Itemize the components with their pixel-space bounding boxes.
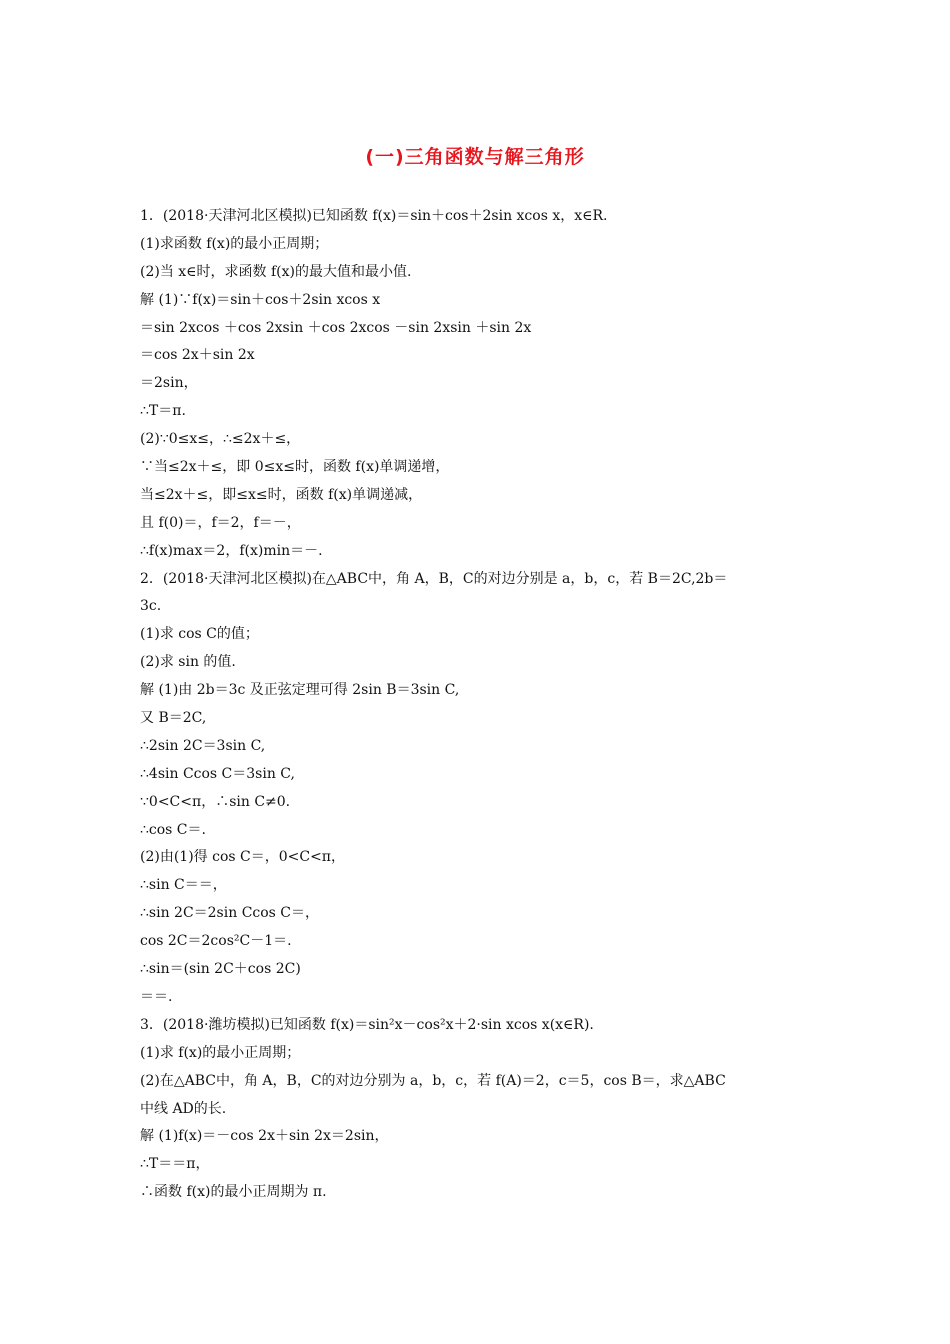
text-line: ＝2sin， [140, 375, 198, 392]
text-line: 3．(2018·潍坊模拟)已知函数 f(x)＝sin²x－cos²x＋2·sin xcos x(x∈R). [140, 1016, 594, 1033]
text-line: ＝cos 2x＋sin 2x [140, 347, 255, 364]
text-line: (2)由(1)得 cos C＝，0<C<π， [140, 849, 346, 866]
text-line: ＝＝. [140, 988, 173, 1005]
text-line: 解 (1)由 2b＝3c 及正弦定理可得 2sin B＝3sin C, [140, 682, 460, 699]
text-line: (1)求 cos C的值； [140, 626, 259, 643]
text-line: ∴sin 2C＝2sin Ccos C＝， [140, 905, 320, 922]
text-line: 解 (1)f(x)＝－cos 2x＋sin 2x＝2sin， [140, 1128, 389, 1145]
text-line: cos 2C＝2cos²C－1＝. [140, 933, 292, 950]
text-line: ∵0<C<π，∴sin C≠0. [140, 793, 291, 810]
text-line: (1)求 f(x)的最小正周期； [140, 1044, 301, 1061]
text-line: (2)当 x∈时，求函数 f(x)的最大值和最小值. [140, 263, 412, 280]
text-line: ∴4sin Ccos C＝3sin C, [140, 765, 295, 782]
text-line: 1．(2018·天津河北区模拟)已知函数 f(x)＝sin＋cos＋2sin xcos x，x∈R. [140, 208, 608, 224]
text-line: 解 (1)∵f(x)＝sin＋cos＋2sin xcos x [140, 291, 381, 308]
text-line: 又 B＝2C, [140, 710, 207, 727]
text-line: ∴cos C＝. [140, 821, 206, 838]
text-line: ∴T＝＝π， [140, 1156, 210, 1173]
page-title: (一)三角函数与解三角形 [365, 146, 585, 168]
text-line: ∴f(x)max＝2，f(x)min＝－. [140, 542, 323, 559]
text-line: ∴T＝π. [140, 403, 186, 420]
text-line: 中线 AD的长. [140, 1100, 227, 1117]
text-line: (2)在△ABC中，角 A，B，C的对边分别为 a，b，c，若 f(A)＝2，c＝5，cos B＝，求△ABC [140, 1072, 726, 1089]
text-line: 3c. [140, 598, 162, 615]
text-line: (2)∵0≤x≤，∴≤2x＋≤， [140, 431, 301, 448]
text-line: ∴2sin 2C＝3sin C, [140, 737, 266, 754]
text-line: 当≤2x＋≤，即≤x≤时，函数 f(x)单调递减， [140, 486, 423, 503]
text-line: ∴sin＝(sin 2C＋cos 2C) [140, 961, 301, 978]
text-line: (1)求函数 f(x)的最小正周期； [140, 235, 329, 252]
text-line: ∴sin C＝＝， [140, 877, 227, 894]
text-line: 且 f(0)＝，f＝2，f＝－， [140, 514, 301, 531]
text-line: 2．(2018·天津河北区模拟)在△ABC中，角 A，B，C的对边分别是 a，b，c，若 B＝2C,2b＝ [140, 570, 728, 587]
text-line: ∵当≤2x＋≤，即 0≤x≤时，函数 f(x)单调递增， [140, 459, 450, 476]
document-body [140, 203, 820, 1207]
text-line: ＝sin 2xcos ＋cos 2xsin ＋cos 2xcos －sin 2xsin ＋sin 2x [140, 319, 532, 336]
text-line: (2)求 sin 的值. [140, 654, 236, 671]
text-line: ∴函数 f(x)的最小正周期为 π. [140, 1184, 327, 1201]
